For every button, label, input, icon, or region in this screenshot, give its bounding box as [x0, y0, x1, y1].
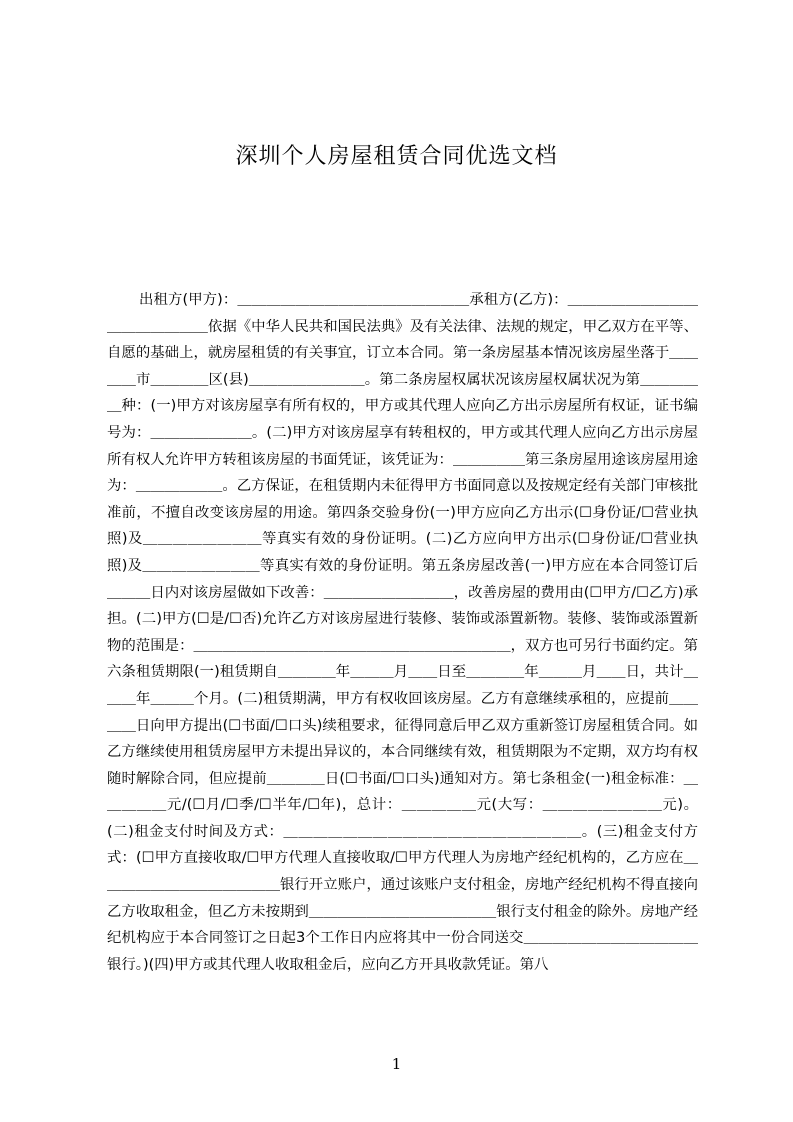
- document-title: 深圳个人房屋租赁合同优选文档: [235, 144, 558, 169]
- page-number: 1: [391, 1055, 402, 1073]
- contract-body-text: 出租方(甲方)：＿＿＿＿＿＿＿＿＿＿＿＿＿＿＿＿承租方(乙方)：＿＿＿＿＿＿＿＿＿＿＿＿＿＿＿＿依据《中华人民共和国民法典》及有关法律、法规的规定，甲乙双方在平等、自愿的基础上，就房屋租赁的有关事宜，订立本合同。第一条房屋基本情况该房屋坐落于＿＿＿＿市＿＿＿＿区(县)＿＿＿＿＿＿＿＿。第二条房屋权属状况该房屋权属状况为第＿＿＿＿＿种：(一)甲方对该房屋享有所有权的，甲方或其代理人应向乙方出示房屋所有权证，证书编号为：＿＿＿＿＿＿＿。(二)甲方对该房屋享有转租权的，甲方或其代理人应向乙方出示房屋所有权人允许甲方转租该房屋的书面凭证，该凭证为：＿＿＿＿＿第三条房屋用途该房屋用途为：＿＿＿＿＿＿。乙方保证，在租赁期内未征得甲方书面同意以及按规定经有关部门审核批准前，不擅自改变该房屋的用途。第四条交验身份(一)甲方应向乙方出示(☐身份证/☐营业执照)及＿＿＿＿＿＿＿＿等真实有效的身份证明。(二)乙方应向甲方出示(☐身份证/☐营业执照)及＿＿＿＿＿＿＿＿等真实有效的身份证明。第五条房屋改善(一)甲方应在本合同签订后＿＿＿日内对该房屋做如下改善：＿＿＿＿＿＿＿＿＿，改善房屋的费用由(☐甲方/☐乙方)承担。(二)甲方(☐是/☐否)允许乙方对该房屋进行装修、装饰或添置新物。装修、装饰或添置新物的范围是：＿＿＿＿＿＿＿＿＿＿＿＿＿＿＿＿＿＿＿＿＿＿，双方也可另行书面约定。第六条租赁期限(一)租赁期自＿＿＿＿年＿＿＿月＿＿日至＿＿＿＿年＿＿＿月＿＿日，共计＿＿＿年＿＿＿个月。(二)租赁期满，甲方有权收回该房屋。乙方有意继续承租的，应提前＿＿＿＿日向甲方提出(☐书面/☐口头)续租要求，征得同意后甲乙双方重新签订房屋租赁合同。如乙方继续使用租赁房屋甲方未提出异议的，本合同继续有效，租赁期限为不定期，双方均有权随时解除合同，但应提前＿＿＿＿日(☐书面/☐口头)通知对方。第七条租金(一)租金标准：＿＿＿＿＿元/(☐月/☐季/☐半年/☐年)，总计：＿＿＿＿＿元(大写：＿＿＿＿＿＿＿＿元)。(二)租金支付时间及方式：＿＿＿＿＿＿＿＿＿＿＿＿＿＿＿＿＿＿＿＿。(三)租金支付方式：(☐甲方直接收取/☐甲方代理人直接收取/☐甲方代理人为房地产经纪机构的，乙方应在＿＿＿＿＿＿＿＿＿＿＿＿＿银行开立账户，通过该账户支付租金，房地产经纪机构不得直接向乙方收取租金，但乙方未按期到＿＿＿＿＿＿＿＿＿＿＿＿＿银行支付租金的除外。房地产经纪机构应于本合同签订之日起3个工作日内应将其中一份合同送交＿＿＿＿＿＿＿＿＿＿＿＿银行。)(四)甲方或其代理人收取租金后，应向乙方开具收款凭证。第八: [107, 292, 698, 973]
